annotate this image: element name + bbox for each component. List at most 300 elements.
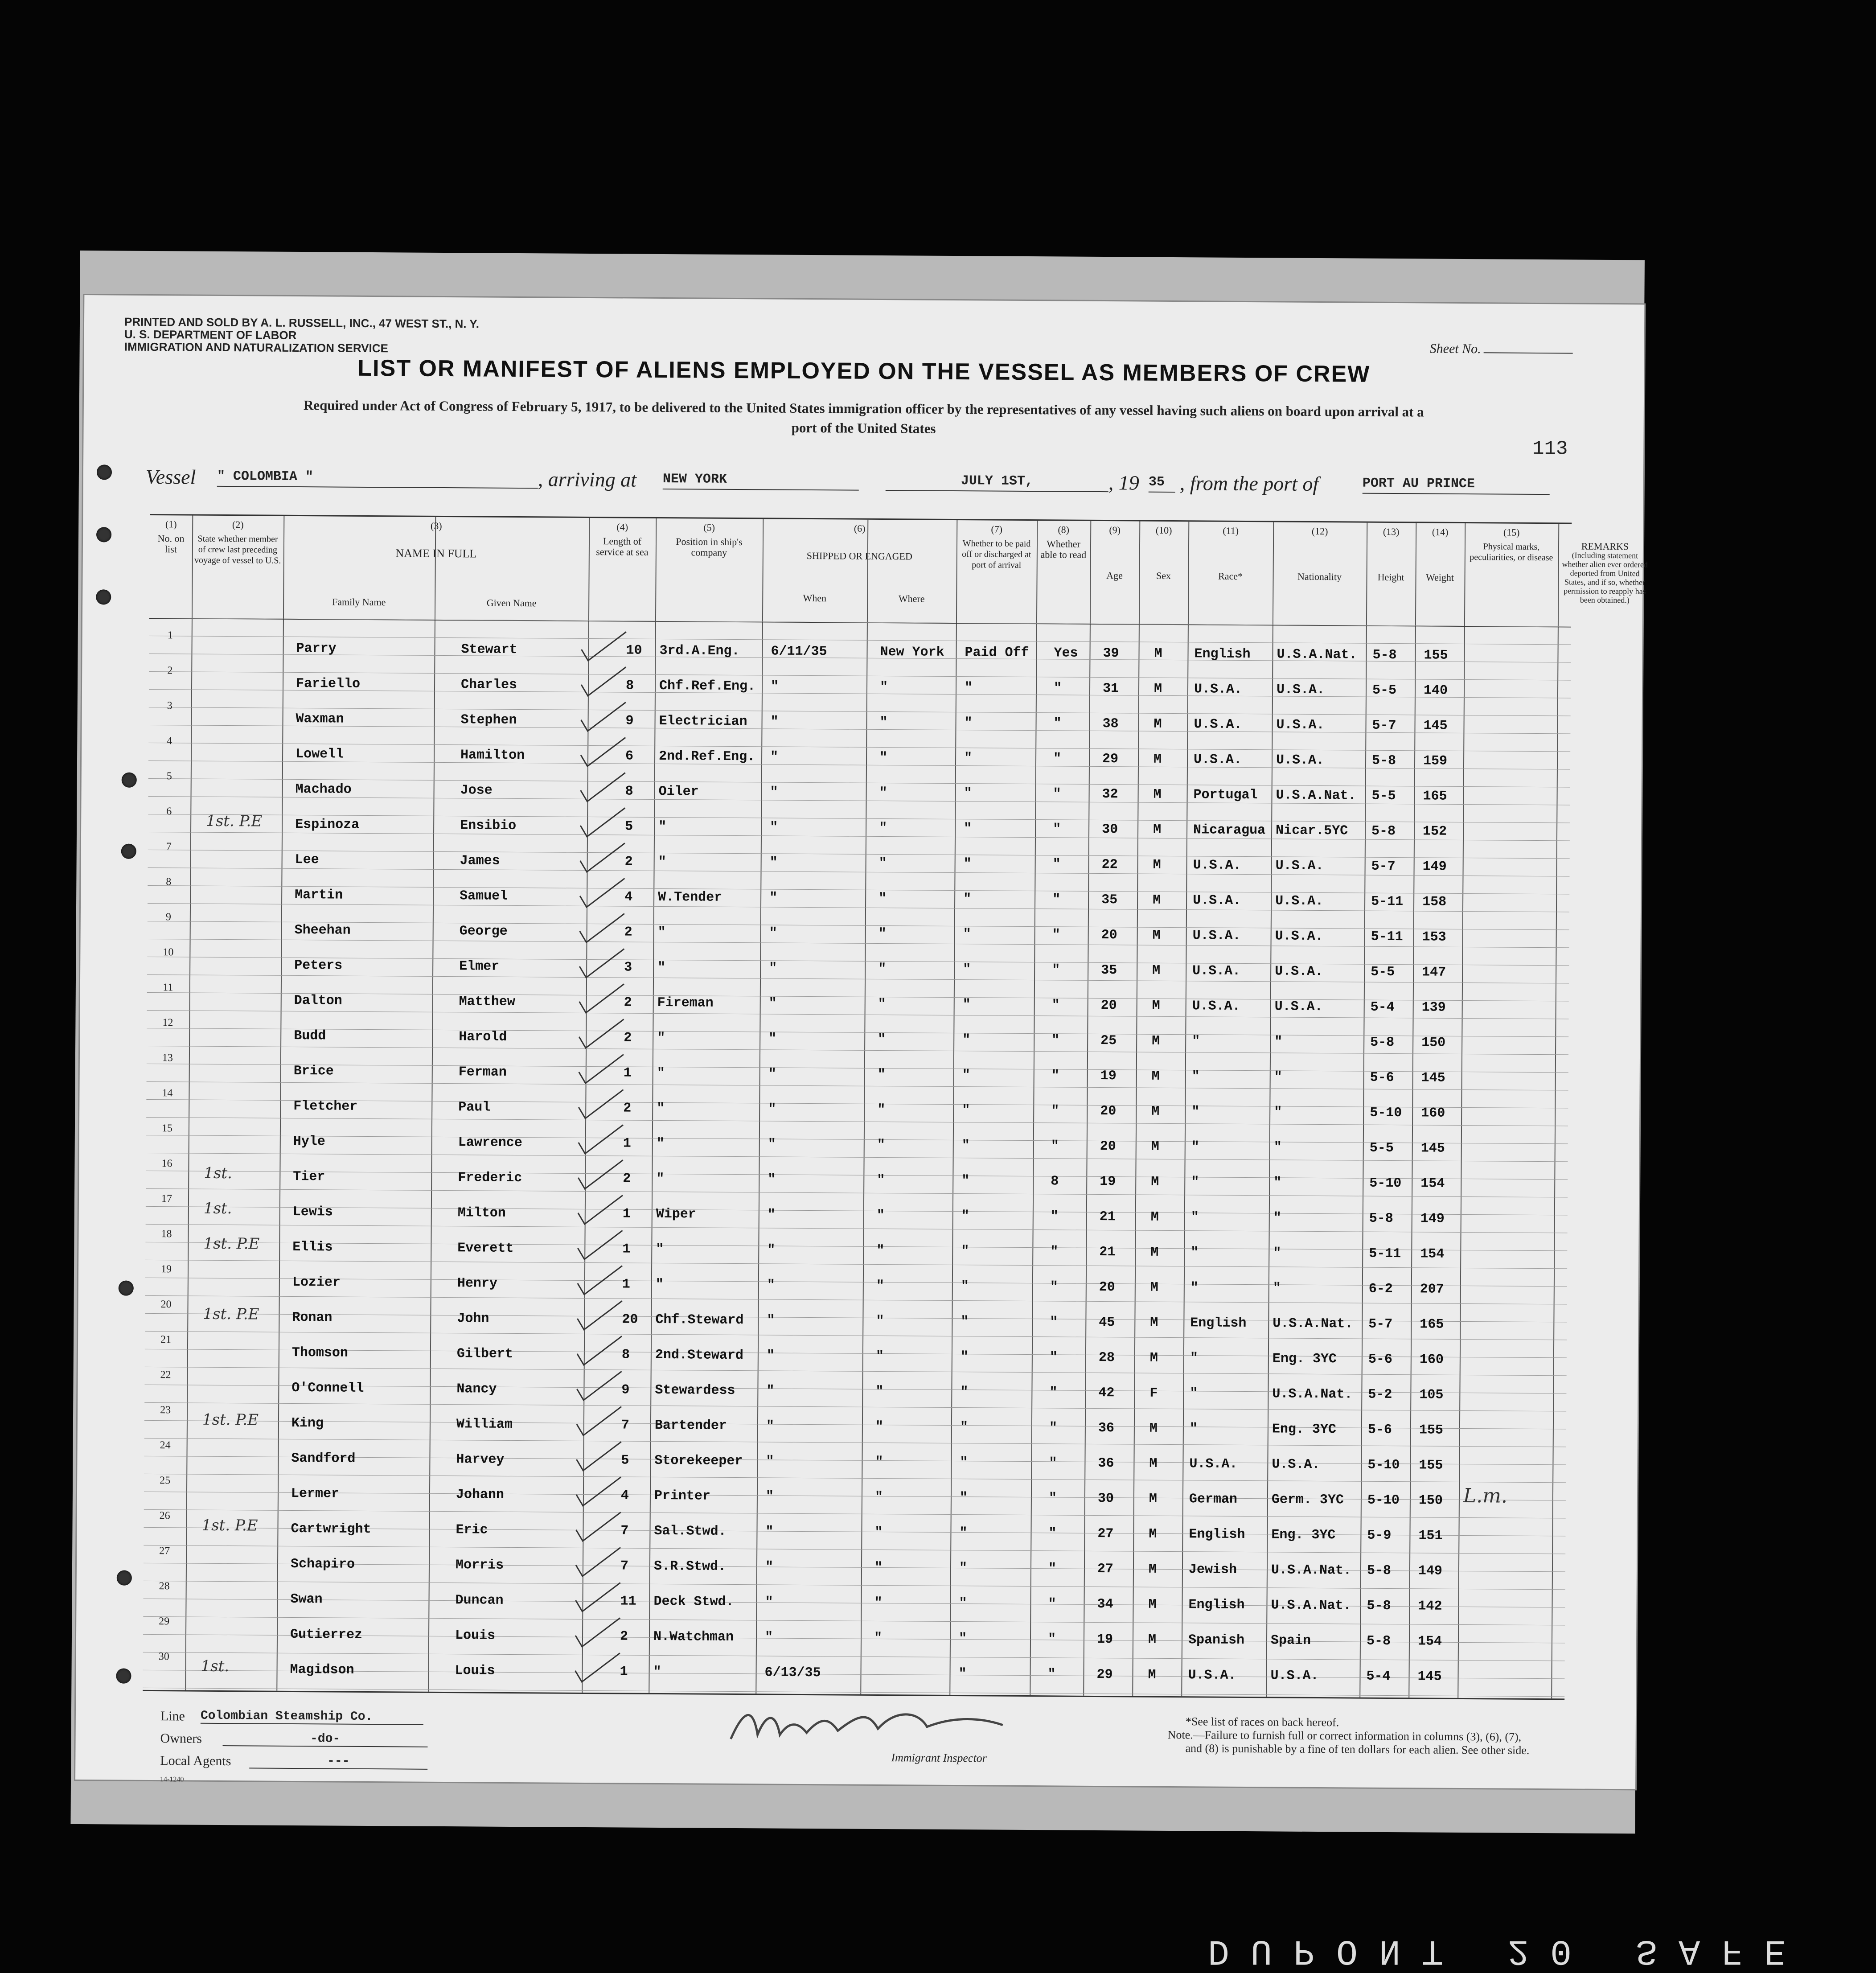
cell-sex: M <box>1154 716 1162 732</box>
cell-given: Milton <box>457 1205 506 1221</box>
cell-given: Ensibio <box>460 818 517 834</box>
cell-paid: " <box>961 1138 970 1154</box>
cell-where: " <box>876 1243 885 1259</box>
cell-read: 8 <box>1051 1174 1059 1189</box>
cell-sex: M <box>1151 1104 1160 1119</box>
cell-family: Fariello <box>296 676 361 692</box>
check-mark-icon <box>576 700 630 736</box>
row-number: 11 <box>163 982 173 994</box>
row-number: 20 <box>160 1299 172 1311</box>
punch-hole <box>96 527 111 542</box>
column-number-c9: (9) <box>1109 524 1121 536</box>
row-number: 14 <box>162 1087 173 1099</box>
cell-age: 36 <box>1098 1421 1115 1436</box>
column-number-c3: (3) <box>430 520 442 531</box>
cell-nationality: Germ. 3YC <box>1271 1492 1344 1508</box>
note-line-2: and (8) is punishable by a fine of ten dollars for each alien. See other side. <box>1185 1742 1530 1757</box>
cell-read: " <box>1052 892 1061 908</box>
cell-nationality: " <box>1274 1034 1283 1050</box>
cell-when: " <box>765 1559 774 1575</box>
cell-family: Lowell <box>296 746 344 762</box>
cell-given: Duncan <box>455 1593 504 1608</box>
cell-read: " <box>1050 1279 1058 1295</box>
cell-family: Parry <box>296 641 337 657</box>
cell-height: 5-8 <box>1367 1598 1391 1614</box>
cell-weight: 155 <box>1424 648 1448 663</box>
cell-read: " <box>1048 1596 1056 1612</box>
check-mark-icon <box>571 1651 624 1687</box>
column-label-c14: Weight <box>1426 571 1454 583</box>
punch-hole <box>119 1281 134 1296</box>
cell-height: 5-5 <box>1371 788 1396 804</box>
cell-height: 5-6 <box>1370 1070 1394 1086</box>
cell-service: 2 <box>624 925 632 940</box>
cell-service: 9 <box>621 1382 630 1398</box>
cell-service: 1 <box>622 1241 631 1257</box>
cell-position: Wiper <box>656 1206 696 1222</box>
cell-height: 5-8 <box>1369 1211 1393 1227</box>
cell-height: 5-8 <box>1370 1035 1395 1051</box>
cell-when: " <box>767 1242 776 1258</box>
check-mark-icon <box>572 1404 626 1440</box>
cell-nationality: " <box>1273 1140 1282 1155</box>
cell-service: 1 <box>620 1664 628 1680</box>
column-number-c14: (14) <box>1432 526 1449 538</box>
cell-weight: 145 <box>1423 718 1448 734</box>
note-line-1: Note.—Failure to furnish full or correct information in columns (3), (6), (7), <box>1167 1728 1522 1743</box>
cell-when: " <box>765 1595 773 1610</box>
arriving-label: , arriving at <box>538 468 637 491</box>
cell-race: " <box>1191 1104 1200 1120</box>
cell-position: " <box>656 1171 665 1187</box>
cell-race: " <box>1192 1034 1200 1049</box>
cell-read: " <box>1050 1315 1058 1330</box>
cell-where: " <box>877 1102 886 1118</box>
column-number-c2: (2) <box>232 519 244 530</box>
cell-age: 32 <box>1102 787 1118 802</box>
cell-position: N.Watchman <box>653 1629 734 1645</box>
cell-age: 19 <box>1100 1174 1116 1190</box>
cell-sex: M <box>1150 1245 1159 1260</box>
cell-position: 2nd.Steward <box>655 1347 744 1364</box>
column-label-c1: No. on list <box>157 533 185 555</box>
vessel-name: " COLOMBIA " <box>217 469 538 489</box>
check-mark-icon <box>575 841 629 877</box>
cell-nationality: U.S.A. <box>1275 858 1324 874</box>
cell-position: " <box>657 925 666 941</box>
cell-given: Henry <box>457 1276 497 1291</box>
check-mark-icon <box>574 1158 627 1194</box>
cell-paid: " <box>961 1244 969 1259</box>
row-rule <box>149 618 1571 627</box>
cell-family: Ronan <box>292 1310 333 1326</box>
cell-read: " <box>1051 1103 1059 1119</box>
cell-nationality: U.S.A.Nat. <box>1271 1562 1352 1578</box>
cell-family: Martin <box>295 887 343 903</box>
column-number-c10: (10) <box>1155 524 1172 536</box>
previous-voyage-note: 1st. P.E <box>206 812 263 830</box>
cell-where: " <box>875 1454 883 1470</box>
service-line: IMMIGRATION AND NATURALIZATION SERVICE <box>124 340 388 355</box>
cell-paid: " <box>960 1385 969 1400</box>
cell-service: 5 <box>625 819 633 834</box>
cell-position: Stewardess <box>655 1382 735 1399</box>
cell-paid: " <box>958 1631 967 1647</box>
cell-read: " <box>1051 1068 1059 1084</box>
cell-weight: 149 <box>1422 859 1447 875</box>
cell-sex: M <box>1151 1174 1159 1190</box>
cell-service: 8 <box>625 784 633 799</box>
cell-given: Harvey <box>456 1452 505 1467</box>
row-number: 1 <box>167 629 173 641</box>
cell-nationality: U.S.A.Nat. <box>1276 788 1356 804</box>
cell-given: Gilbert <box>456 1346 513 1362</box>
row-number: 22 <box>160 1369 171 1381</box>
cell-family: Espinoza <box>295 817 360 833</box>
row-number: 12 <box>162 1017 173 1029</box>
cell-family: Swan <box>290 1591 323 1607</box>
cell-position: " <box>657 1101 665 1117</box>
cell-family: Brice <box>293 1063 334 1079</box>
cell-position: Chf.Steward <box>655 1312 744 1328</box>
cell-where: " <box>879 679 888 695</box>
row-number: 18 <box>161 1228 172 1240</box>
check-mark-icon <box>575 1017 628 1053</box>
cell-race: English <box>1189 1527 1245 1543</box>
check-mark-icon <box>571 1580 624 1616</box>
cell-read: " <box>1053 681 1062 696</box>
cell-family: Peters <box>294 958 343 974</box>
cell-age: 39 <box>1103 646 1119 662</box>
cell-weight: 147 <box>1422 965 1446 980</box>
cell-where: " <box>879 750 888 766</box>
column-label-c15: Physical marks, peculiarities, or disease <box>1470 542 1553 563</box>
cell-given: Louis <box>455 1663 495 1679</box>
arrival-date: JULY 1ST, <box>886 473 1108 492</box>
cell-height: 5-6 <box>1367 1422 1392 1438</box>
cell-family: Ellis <box>292 1239 333 1255</box>
remarks-note: (Including statement whether alien ever ordered deported from United States, and if so, whether permission to reapply has been obtained.) <box>1562 551 1648 605</box>
cell-service: 2 <box>623 1171 631 1187</box>
cell-family: Machado <box>295 781 352 797</box>
cell-read: " <box>1053 716 1062 732</box>
row-number: 27 <box>159 1545 170 1557</box>
row-number: 16 <box>161 1158 172 1170</box>
cell-position: " <box>658 854 666 870</box>
cell-position: Deck Stwd. <box>653 1594 734 1610</box>
cell-when: " <box>764 1630 773 1645</box>
cell-family: Budd <box>294 1028 326 1044</box>
cell-race: U.S.A. <box>1192 928 1241 944</box>
cell-family: Fletcher <box>293 1098 358 1114</box>
cell-age: 21 <box>1099 1245 1116 1260</box>
cell-when: " <box>767 1278 775 1293</box>
cell-height: 5-10 <box>1369 1176 1402 1192</box>
cell-service: 7 <box>620 1523 629 1539</box>
check-mark-icon <box>573 1263 627 1299</box>
cell-race: Jewish <box>1188 1562 1237 1578</box>
cell-paid: " <box>961 1279 969 1295</box>
cell-paid: " <box>959 1490 968 1506</box>
cell-paid: " <box>963 927 971 942</box>
cell-service: 4 <box>624 889 633 905</box>
cell-position: " <box>657 1030 665 1046</box>
cell-race: " <box>1190 1210 1199 1225</box>
cell-race: U.S.A. <box>1193 752 1242 768</box>
cell-when: " <box>765 1524 774 1540</box>
cell-given: Samuel <box>460 888 508 904</box>
cell-paid: " <box>961 1208 969 1224</box>
cell-sex: M <box>1149 1491 1158 1507</box>
row-number: 2 <box>167 665 173 677</box>
check-mark-icon <box>575 911 628 947</box>
cell-sex: M <box>1153 822 1162 838</box>
cell-family: Sheehan <box>294 922 351 938</box>
cell-paid: " <box>961 1314 969 1330</box>
cell-race: English <box>1194 646 1251 662</box>
row-number: 29 <box>159 1615 170 1628</box>
printer-line: PRINTED AND SOLD BY A. L. RUSSELL, INC., 47 WEST ST., N. Y. <box>124 315 480 331</box>
cell-age: 19 <box>1096 1632 1113 1648</box>
cell-paid: " <box>963 856 972 872</box>
row-number: 4 <box>167 735 172 747</box>
column-label-shipped: SHIPPED OR ENGAGED <box>806 550 912 562</box>
punch-hole <box>96 589 111 604</box>
cell-paid: " <box>958 1666 967 1682</box>
voyage-line <box>146 465 1550 500</box>
row-number: 7 <box>166 841 172 853</box>
cell-height: 5-8 <box>1366 1633 1391 1649</box>
cell-position: Printer <box>654 1488 711 1504</box>
cell-height: 5-5 <box>1369 1140 1394 1156</box>
cell-when: " <box>768 1137 776 1152</box>
cell-sex: M <box>1148 1597 1157 1612</box>
cell-height: 5-2 <box>1368 1387 1392 1403</box>
cell-height: 5-8 <box>1367 1563 1392 1579</box>
cell-age: 27 <box>1097 1561 1114 1577</box>
cell-given: Elmer <box>459 959 500 974</box>
cell-read: " <box>1049 1350 1058 1365</box>
cell-read: " <box>1053 822 1061 837</box>
cell-when: " <box>769 961 777 976</box>
cell-race: U.S.A. <box>1194 717 1242 732</box>
row-number: 9 <box>165 911 171 923</box>
cell-when: " <box>770 749 779 765</box>
check-mark-icon <box>575 946 628 982</box>
cell-when: " <box>768 1066 776 1082</box>
cell-sex: M <box>1150 1315 1158 1331</box>
cell-when: " <box>766 1418 775 1434</box>
column-label-family-name: Family Name <box>332 596 386 608</box>
cell-weight: 153 <box>1422 929 1446 945</box>
cell-paid: " <box>960 1455 968 1471</box>
cell-age: 20 <box>1100 998 1117 1014</box>
cell-race: " <box>1190 1386 1198 1402</box>
column-label-when: When <box>803 592 827 604</box>
inspector-signature <box>726 1703 1012 1754</box>
cell-age: 30 <box>1102 822 1118 838</box>
cell-height: 5-5 <box>1372 682 1397 699</box>
cell-service: 8 <box>625 678 634 694</box>
cell-race: Spanish <box>1188 1632 1245 1648</box>
cell-weight: 140 <box>1423 683 1448 699</box>
cell-nationality: U.S.A. <box>1272 1457 1320 1473</box>
column-label-c10: Sex <box>1156 570 1171 581</box>
cell-given: Stewart <box>461 642 517 658</box>
check-mark-icon <box>573 1228 627 1264</box>
cell-sex: M <box>1148 1562 1157 1577</box>
cell-given: Stephen <box>460 712 517 728</box>
cell-where: " <box>875 1419 884 1435</box>
cell-read: " <box>1053 786 1061 802</box>
column-number-c7: (7) <box>991 523 1003 535</box>
cell-when: " <box>768 1031 777 1047</box>
race-note: *See list of races on back hereof. <box>1185 1715 1339 1729</box>
cell-where: " <box>876 1313 884 1329</box>
cell-when: " <box>765 1489 774 1504</box>
cell-position: " <box>657 1065 665 1081</box>
column-label-where: Where <box>898 593 925 604</box>
requirement-text <box>150 395 1576 443</box>
cell-where: " <box>876 1208 885 1224</box>
cell-read: " <box>1049 1455 1057 1471</box>
cell-given: Frederic <box>458 1170 522 1186</box>
manifest-page <box>75 295 1648 1789</box>
cell-service: 20 <box>622 1312 638 1328</box>
cell-age: 29 <box>1102 752 1119 767</box>
cell-age: 20 <box>1100 1104 1117 1119</box>
cell-sex: M <box>1153 892 1161 908</box>
cell-paid: " <box>964 680 973 696</box>
department-line: U. S. DEPARTMENT OF LABOR <box>124 327 297 342</box>
cell-where: " <box>878 996 886 1012</box>
cell-when: " <box>766 1383 775 1399</box>
cell-read: " <box>1052 927 1060 943</box>
cell-nationality: U.S.A. <box>1275 929 1323 945</box>
check-mark-icon <box>571 1510 625 1546</box>
cell-read: " <box>1048 1561 1057 1577</box>
cell-when: " <box>766 1348 775 1364</box>
form-code: 14-1240 <box>160 1776 184 1784</box>
row-number: 21 <box>160 1334 172 1346</box>
cell-given: Jose <box>460 783 493 798</box>
cell-paid: " <box>963 962 971 978</box>
cell-weight: 151 <box>1418 1528 1443 1544</box>
cell-given: Morris <box>455 1558 504 1573</box>
cell-race: U.S.A. <box>1193 858 1241 873</box>
cell-age: 36 <box>1098 1455 1114 1472</box>
cell-race: U.S.A. <box>1188 1668 1236 1683</box>
row-number: 30 <box>158 1651 169 1663</box>
cell-height: 5-11 <box>1369 1246 1401 1262</box>
cell-sex: M <box>1152 963 1161 978</box>
cell-age: 28 <box>1098 1350 1115 1366</box>
cell-position: 3rd.A.Eng. <box>659 643 740 659</box>
cell-position: " <box>656 1241 664 1258</box>
arrival-year: 35 <box>1149 475 1175 493</box>
cell-weight: 142 <box>1418 1599 1442 1614</box>
crew-table <box>143 514 1648 1700</box>
cell-where: " <box>875 1384 884 1400</box>
film-edge-code: DUPONT 20 SAFE <box>1208 1930 1807 1971</box>
cell-family: Sandford <box>291 1451 356 1467</box>
cell-height: 5-5 <box>1371 964 1395 980</box>
check-mark-icon <box>572 1475 625 1511</box>
cell-read: " <box>1053 751 1062 767</box>
inspector-label: Immigrant Inspector <box>891 1751 987 1765</box>
cell-service: 1 <box>622 1206 631 1222</box>
cell-race: U.S.A. <box>1193 893 1241 908</box>
cell-when: " <box>768 1102 776 1117</box>
cell-weight: 154 <box>1420 1246 1445 1262</box>
cell-sex: M <box>1152 998 1160 1014</box>
row-number: 13 <box>162 1052 173 1064</box>
line-label: Line <box>160 1709 185 1724</box>
cell-age: 20 <box>1099 1280 1115 1295</box>
cell-weight: 160 <box>1421 1106 1445 1121</box>
check-mark-icon <box>575 1052 628 1088</box>
cell-height: 5-10 <box>1370 1105 1402 1121</box>
cell-height: 5-10 <box>1367 1492 1400 1509</box>
cell-where: " <box>878 961 887 977</box>
cell-service: 3 <box>624 960 632 975</box>
cell-nationality: Nicar.5YC <box>1275 823 1348 839</box>
cell-weight: 154 <box>1417 1634 1442 1649</box>
cell-weight: 159 <box>1423 753 1448 769</box>
cell-nationality: U.S.A.Nat. <box>1272 1386 1353 1402</box>
cell-sex: M <box>1151 1069 1160 1084</box>
cell-age: 35 <box>1101 892 1118 908</box>
sheet-number <box>1430 341 1573 357</box>
cell-family: Lermer <box>291 1486 340 1502</box>
cell-race: English <box>1188 1597 1245 1613</box>
cell-weight: 149 <box>1420 1211 1445 1227</box>
cell-age: 20 <box>1101 928 1117 943</box>
row-number: 24 <box>160 1439 171 1451</box>
cell-service: 1 <box>622 1277 630 1292</box>
cell-family: Waxman <box>296 711 344 727</box>
cell-sex: M <box>1149 1526 1157 1542</box>
cell-height: 5-8 <box>1371 823 1396 839</box>
cell-sex: M <box>1153 752 1162 767</box>
requirement-line-2: port of the United States <box>791 419 936 436</box>
cell-when: " <box>769 855 778 871</box>
cell-position: Bartender <box>654 1418 727 1434</box>
previous-voyage-note: 1st. <box>201 1657 230 1676</box>
manifest-document <box>70 251 1648 1833</box>
check-mark-icon <box>573 1334 626 1370</box>
cell-position: Chf.Ref.Eng. <box>659 678 756 695</box>
cell-family: Gutierrez <box>290 1627 363 1643</box>
check-mark-icon <box>575 982 628 1018</box>
cell-height: 5-8 <box>1372 647 1397 663</box>
column-number-c13: (13) <box>1383 526 1400 538</box>
row-number: 6 <box>166 806 172 818</box>
cell-read: " <box>1050 1209 1059 1225</box>
column-number-c8: (8) <box>1058 524 1070 535</box>
cell-given: Ferman <box>458 1065 507 1080</box>
cell-nationality: " <box>1273 1175 1282 1191</box>
line-value: Colombian Steamship Co. <box>201 1709 423 1725</box>
cell-service: 11 <box>620 1594 636 1609</box>
cell-given: William <box>456 1417 513 1432</box>
cell-where: " <box>874 1630 883 1646</box>
vessel-label: Vessel <box>145 465 196 489</box>
punch-hole <box>116 1669 131 1684</box>
cell-paid: " <box>963 892 972 907</box>
row-number: 15 <box>161 1122 173 1134</box>
cell-nationality: U.S.A. <box>1275 893 1324 909</box>
